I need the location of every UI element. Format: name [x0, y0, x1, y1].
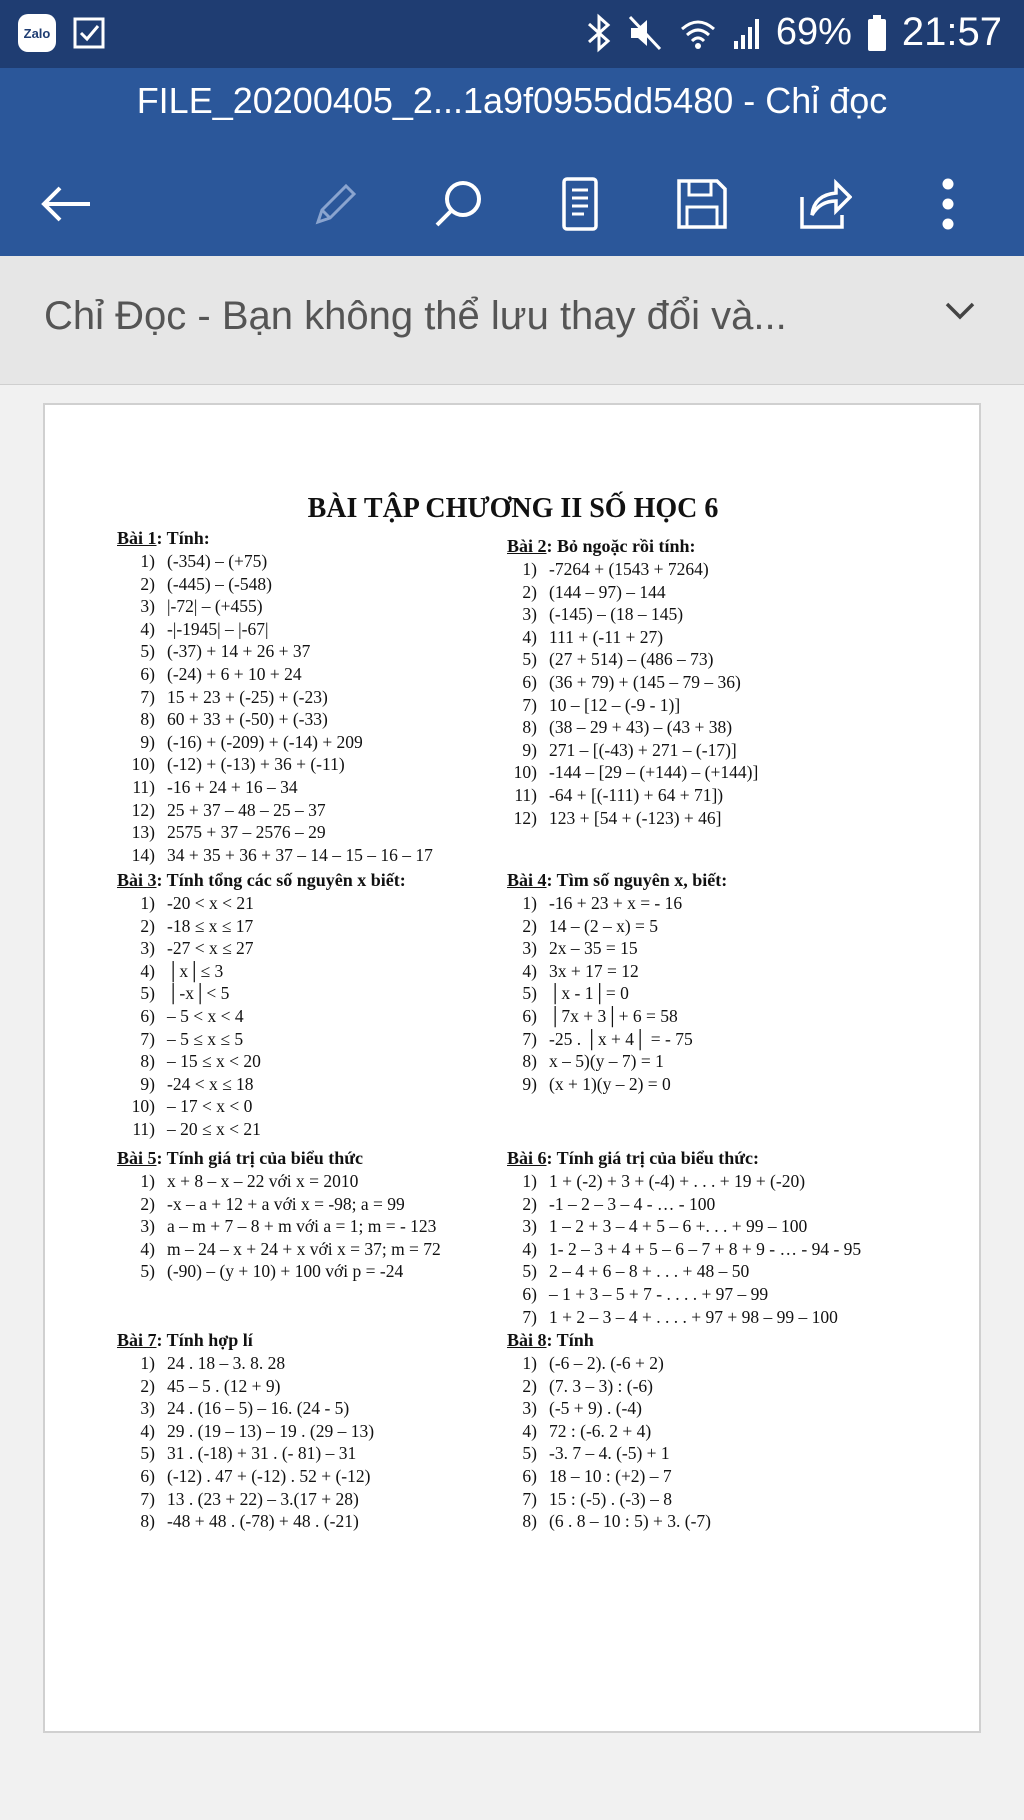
item-expression: – 15 ≤ x < 20 [167, 1051, 261, 1072]
item-expression: │x - 1│= 0 [549, 983, 629, 1004]
item-number: 7) [522, 1028, 537, 1049]
exercise-item [117, 1238, 441, 1261]
item-number: 3) [522, 1216, 537, 1237]
item-number: 11) [514, 784, 537, 805]
item-number: 1) [522, 1171, 537, 1191]
item-number: 6) [522, 1005, 537, 1026]
exercise-item [117, 1420, 374, 1443]
section-label: Bài 8 [507, 1330, 547, 1350]
exercise-item [507, 1397, 711, 1420]
item-number: 4) [140, 1420, 155, 1441]
exercise-item [507, 1510, 711, 1533]
item-expression: -25 . │x + 4│ = - 75 [549, 1028, 693, 1049]
item-number: 1) [522, 893, 537, 913]
section-bai4 [507, 869, 727, 1095]
item-number: 3) [522, 938, 537, 959]
section-heading-text: : Tính giá trị của biểu thức: [546, 1148, 759, 1168]
search-icon[interactable] [414, 160, 502, 248]
item-expression: -18 ≤ x ≤ 17 [167, 915, 254, 936]
section-heading-text: : Tính [546, 1330, 594, 1350]
item-number: 2) [522, 1193, 537, 1214]
section-title [507, 1147, 861, 1170]
item-number: 1) [140, 1171, 155, 1191]
exercise-item [507, 626, 758, 649]
section-title [507, 535, 758, 558]
item-expression: -16 + 24 + 16 – 34 [167, 776, 298, 797]
exercise-item [507, 648, 758, 671]
section-label: Bài 5 [117, 1148, 157, 1168]
item-number: 6) [140, 663, 155, 684]
section-label: Bài 1 [117, 528, 157, 548]
item-expression: (-354) – (+75) [167, 551, 268, 571]
item-number: 13) [131, 822, 155, 843]
item-expression: │x│≤ 3 [167, 960, 224, 981]
item-number: 11) [132, 776, 155, 797]
share-icon[interactable] [780, 160, 868, 248]
exercise-item [507, 982, 727, 1005]
item-expression: -144 – [29 – (+144) – (+144)] [549, 762, 759, 783]
exercise-item [117, 1352, 374, 1375]
section-heading-text: : Tìm số nguyên x, biết: [546, 870, 728, 890]
exercise-item [507, 1420, 711, 1443]
exercise-item [117, 1118, 406, 1141]
exercise-item [117, 821, 433, 844]
exercise-item [117, 1510, 374, 1533]
section-label: Bài 3 [117, 870, 157, 890]
item-number: 9) [140, 731, 155, 752]
item-expression: (-12) . 47 + (-12) . 52 + (-12) [167, 1465, 371, 1486]
item-expression: 29 . (19 – 13) – 19 . (29 – 13) [167, 1420, 375, 1441]
exercise-item [117, 1442, 374, 1465]
item-expression: 2 – 4 + 6 – 8 + . . . + 48 – 50 [549, 1261, 750, 1282]
item-number: 4) [140, 618, 155, 639]
section-heading-text: : Tính hợp lí [156, 1330, 253, 1350]
item-number: 4) [522, 960, 537, 981]
read-only-banner[interactable] [0, 256, 1024, 385]
item-number: 5) [140, 983, 155, 1004]
exercise-item [117, 573, 433, 596]
exercise-item [507, 558, 758, 581]
exercise-item [507, 1488, 711, 1511]
item-expression: (x + 1)(y – 2) = 0 [549, 1073, 671, 1094]
exercise-item [507, 1352, 711, 1375]
section-title [507, 1329, 711, 1352]
exercise-item [507, 1170, 861, 1193]
item-number: 10) [131, 1096, 155, 1117]
item-expression: – 17 < x < 0 [167, 1096, 253, 1117]
item-number: 6) [140, 1465, 155, 1486]
exercise-item [117, 1050, 406, 1073]
bluetooth-icon [586, 13, 612, 53]
item-number: 7) [522, 1488, 537, 1509]
item-expression: 24 . (16 – 5) – 16. (24 - 5) [167, 1398, 350, 1419]
clock: 21:57 [901, 10, 1002, 54]
item-expression: 1 – 2 + 3 – 4 + 5 – 6 +. . . + 99 – 100 [549, 1216, 808, 1237]
section-bai1 [117, 527, 433, 866]
item-expression: (27 + 514) – (486 – 73) [549, 649, 714, 670]
item-expression: 24 . 18 – 3. 8. 28 [167, 1353, 286, 1373]
item-number: 2) [522, 915, 537, 936]
item-number: 2) [140, 573, 155, 594]
exercise-item [117, 1488, 374, 1511]
item-expression: -7264 + (1543 + 7264) [549, 559, 709, 579]
item-number: 1) [522, 1353, 537, 1373]
section-heading-text: : Tính tổng các số nguyên x biết: [156, 870, 406, 890]
exercise-item [117, 937, 406, 960]
exercise-item [507, 892, 727, 915]
item-expression: |-72| – (+455) [167, 596, 263, 617]
exercise-item [507, 1375, 711, 1398]
item-expression: 45 – 5 . (12 + 9) [167, 1375, 281, 1396]
exercise-item [507, 1260, 861, 1283]
item-number: 12) [131, 799, 155, 820]
mute-icon [626, 13, 664, 53]
item-number: 9) [522, 1073, 537, 1094]
item-expression: (-145) – (18 – 145) [549, 604, 684, 625]
exercise-item [507, 1306, 861, 1329]
item-number: 5) [140, 1443, 155, 1464]
item-number: 8) [140, 1051, 155, 1072]
item-number: 1) [140, 1353, 155, 1373]
item-number: 9) [522, 739, 537, 760]
exercise-item [507, 739, 758, 762]
item-number: 5) [522, 1443, 537, 1464]
item-number: 8) [522, 1051, 537, 1072]
section-title [117, 1329, 374, 1352]
item-expression: -|-1945| – |-67| [167, 618, 269, 639]
item-expression: (-24) + 6 + 10 + 24 [167, 663, 302, 684]
item-number: 6) [522, 1283, 537, 1304]
item-expression: (6 . 8 – 10 : 5) + 3. (-7) [549, 1511, 711, 1532]
item-expression: 34 + 35 + 36 + 37 – 14 – 15 – 16 – 17 [167, 844, 433, 865]
section-label: Bài 4 [507, 870, 547, 890]
exercise-item [117, 1260, 441, 1283]
exercise-item [117, 595, 433, 618]
item-expression: (36 + 79) + (145 – 79 – 36) [549, 671, 741, 692]
section-heading-text: : Tính: [156, 528, 210, 548]
item-expression: (7. 3 – 3) : (-6) [549, 1375, 654, 1396]
item-number: 3) [522, 1398, 537, 1419]
exercise-item [507, 915, 727, 938]
section-title [117, 869, 406, 892]
wifi-icon [678, 13, 718, 53]
zalo-icon: Zalo [18, 14, 56, 52]
item-number: 4) [522, 1420, 537, 1441]
exercise-item [117, 753, 433, 776]
battery-icon [866, 13, 888, 53]
item-number: 1) [140, 551, 155, 571]
item-number: 3) [140, 596, 155, 617]
item-expression: 2575 + 37 – 2576 – 29 [167, 822, 326, 843]
exercise-item [507, 1442, 711, 1465]
item-number: 10) [513, 762, 537, 783]
item-expression: 15 + 23 + (-25) + (-23) [167, 686, 328, 707]
item-expression: (-16) + (-209) + (-14) + 209 [167, 731, 363, 752]
item-expression: 1 + (-2) + 3 + (-4) + . . . + 19 + (-20) [549, 1171, 806, 1191]
exercise-item [507, 807, 758, 830]
section-bai2 [507, 535, 758, 829]
item-number: 2) [522, 1375, 537, 1396]
item-expression: 13 . (23 + 22) – 3.(17 + 28) [167, 1488, 359, 1509]
item-number: 4) [140, 1238, 155, 1259]
item-expression: 2x – 35 = 15 [549, 938, 638, 959]
exercise-item [117, 663, 433, 686]
item-expression: -48 + 48 . (-78) + 48 . (-21) [167, 1511, 359, 1532]
item-number: 3) [522, 604, 537, 625]
item-number: 4) [522, 1238, 537, 1259]
banner-text: Chỉ Đọc - Bạn không thể lưu thay đổi và... [44, 294, 787, 338]
item-number: 8) [140, 709, 155, 730]
item-number: 4) [140, 960, 155, 981]
exercise-item [117, 618, 433, 641]
item-number: 12) [513, 807, 537, 828]
document-page [43, 403, 981, 1733]
exercise-item [507, 694, 758, 717]
item-expression: 1- 2 – 3 + 4 + 5 – 6 – 7 + 8 + 9 - … - 94 - 95 [549, 1238, 862, 1259]
exercise-item [507, 1050, 727, 1073]
item-number: 2) [140, 1375, 155, 1396]
section-label: Bài 2 [507, 536, 547, 556]
item-number: 8) [522, 717, 537, 738]
item-number: 3) [140, 938, 155, 959]
item-expression: (-6 – 2). (-6 + 2) [549, 1353, 664, 1373]
section-title [507, 869, 727, 892]
item-number: 5) [140, 1261, 155, 1282]
item-expression: -20 < x < 21 [167, 893, 254, 913]
item-expression: │7x + 3│+ 6 = 58 [549, 1005, 678, 1026]
more-icon[interactable] [904, 160, 992, 248]
item-expression: -3. 7 – 4. (-5) + 1 [549, 1443, 670, 1464]
item-number: 7) [140, 1488, 155, 1509]
mobile-view-icon[interactable] [536, 160, 624, 248]
item-expression: a – m + 7 – 8 + m với a = 1; m = - 123 [167, 1216, 437, 1237]
item-number: 10) [131, 754, 155, 775]
section-title [117, 527, 433, 550]
edit-pencil-icon[interactable] [292, 160, 380, 248]
exercise-item [507, 1465, 711, 1488]
exercise-item [507, 761, 758, 784]
exercise-item [117, 1215, 441, 1238]
item-expression: 14 – (2 – x) = 5 [549, 915, 659, 936]
item-number: 8) [522, 1511, 537, 1532]
section-bai7 [117, 1329, 374, 1533]
item-expression: (-90) – (y + 10) + 100 với p = -24 [167, 1261, 404, 1282]
exercise-item [507, 937, 727, 960]
exercise-item [117, 915, 406, 938]
exercise-item [117, 550, 433, 573]
item-number: 5) [522, 983, 537, 1004]
exercise-item [117, 776, 433, 799]
exercise-item [507, 716, 758, 739]
exercise-item [507, 671, 758, 694]
section-label: Bài 6 [507, 1148, 547, 1168]
item-expression: 1 + 2 – 3 – 4 + . . . . + 97 + 98 – 99 – 100 [549, 1306, 838, 1327]
section-heading-text: : Tính giá trị của biểu thức [156, 1148, 364, 1168]
exercise-item [507, 1005, 727, 1028]
item-expression: 15 : (-5) . (-3) – 8 [549, 1488, 672, 1509]
section-bai6 [507, 1147, 861, 1328]
item-expression: (-445) – (-548) [167, 573, 272, 594]
item-expression: x – 5)(y – 7) = 1 [549, 1051, 664, 1072]
app-bar [0, 68, 1024, 256]
item-number: 2) [522, 581, 537, 602]
item-expression: 60 + 33 + (-50) + (-33) [167, 709, 328, 730]
exercise-item [117, 892, 406, 915]
item-expression: (144 – 97) – 144 [549, 581, 666, 602]
exercise-item [507, 784, 758, 807]
item-number: 5) [522, 649, 537, 670]
item-number: 9) [140, 1073, 155, 1094]
back-arrow-icon[interactable] [22, 160, 110, 248]
item-number: 3) [140, 1216, 155, 1237]
item-number: 5) [140, 641, 155, 662]
item-expression: m – 24 – x + 24 + x với x = 37; m = 72 [167, 1238, 441, 1259]
section-bai8 [507, 1329, 711, 1533]
page-title: BÀI TẬP CHƯƠNG II SỐ HỌC 6 [307, 493, 719, 524]
item-number: 6) [522, 671, 537, 692]
item-expression: -x – a + 12 + a với x = -98; a = 99 [167, 1193, 405, 1214]
exercise-item [117, 1193, 441, 1216]
item-expression: – 5 ≤ x ≤ 5 [167, 1028, 244, 1049]
exercise-item [507, 1193, 861, 1216]
item-expression: (-12) + (-13) + 36 + (-11) [167, 754, 345, 775]
item-expression: │-x│< 5 [167, 983, 230, 1004]
exercise-item [117, 1397, 374, 1420]
exercise-item [117, 708, 433, 731]
exercise-item [117, 1170, 441, 1193]
checkbox-icon [72, 16, 106, 50]
exercise-item [117, 960, 406, 983]
item-number: 6) [140, 1005, 155, 1026]
item-expression: -27 < x ≤ 27 [167, 938, 254, 959]
save-icon[interactable] [658, 160, 746, 248]
section-bai3 [117, 869, 406, 1141]
item-number: 6) [522, 1465, 537, 1486]
item-expression: 25 + 37 – 48 – 25 – 37 [167, 799, 326, 820]
item-expression: 271 – [(-43) + 271 – (-17)] [549, 739, 737, 760]
item-number: 1) [522, 559, 537, 579]
signal-icon [732, 13, 762, 53]
item-number: 7) [140, 1028, 155, 1049]
exercise-item [117, 1465, 374, 1488]
exercise-item [117, 1073, 406, 1096]
exercise-item [117, 686, 433, 709]
item-expression: (-37) + 14 + 26 + 37 [167, 641, 311, 662]
exercise-item [507, 603, 758, 626]
item-number: 2) [140, 915, 155, 936]
battery-percent: 69% [775, 11, 852, 53]
exercise-item [507, 1028, 727, 1051]
item-expression: -1 – 2 – 3 – 4 - … - 100 [549, 1193, 716, 1214]
item-number: 7) [522, 1306, 537, 1327]
exercise-item [117, 1375, 374, 1398]
exercise-item [507, 960, 727, 983]
item-number: 2) [140, 1193, 155, 1214]
item-expression: -64 + [(-111) + 64 + 71]) [549, 784, 724, 805]
exercise-item [507, 1238, 861, 1261]
item-expression: (-5 + 9) . (-4) [549, 1398, 642, 1419]
item-number: 7) [140, 686, 155, 707]
document-title: FILE_20200405_2...1a9f0955dd5480 - Chỉ đọc [136, 80, 888, 121]
exercise-item [117, 844, 433, 867]
item-expression: -24 < x ≤ 18 [167, 1073, 254, 1094]
exercise-item [507, 1073, 727, 1096]
section-heading-text: : Bỏ ngoặc rồi tính: [546, 536, 696, 556]
item-expression: 123 + [54 + (-123) + 46] [549, 807, 722, 828]
exercise-item [117, 1005, 406, 1028]
item-number: 3) [140, 1398, 155, 1419]
item-expression: 18 – 10 : (+2) – 7 [549, 1465, 672, 1486]
item-expression: 31 . (-18) + 31 . (- 81) – 31 [167, 1443, 357, 1464]
item-expression: (38 – 29 + 43) – (43 + 38) [549, 717, 733, 738]
item-expression: – 1 + 3 – 5 + 7 - . . . . + 97 – 99 [549, 1283, 769, 1304]
chevron-down-icon[interactable] [944, 300, 976, 322]
exercise-item [117, 982, 406, 1005]
toolbar [0, 160, 1024, 248]
exercise-item [507, 581, 758, 604]
exercise-item [117, 731, 433, 754]
section-label: Bài 7 [117, 1330, 157, 1350]
item-number: 1) [140, 893, 155, 913]
exercise-item [117, 640, 433, 663]
item-expression: 10 – [12 – (-9 - 1)] [549, 694, 681, 715]
item-expression: 3x + 17 = 12 [549, 960, 639, 981]
item-number: 11) [132, 1118, 155, 1139]
item-number: 4) [522, 626, 537, 647]
item-expression: x + 8 – x – 22 với x = 2010 [167, 1171, 359, 1191]
exercise-item [117, 1095, 406, 1118]
item-expression: – 20 ≤ x < 21 [167, 1118, 261, 1139]
item-number: 5) [522, 1261, 537, 1282]
item-expression: -16 + 23 + x = - 16 [549, 893, 683, 913]
exercise-item [507, 1283, 861, 1306]
section-bai5 [117, 1147, 441, 1283]
exercise-item [507, 1215, 861, 1238]
item-expression: 111 + (-11 + 27) [549, 626, 664, 647]
item-expression: – 5 < x < 4 [167, 1005, 244, 1026]
exercise-item [117, 799, 433, 822]
item-number: 7) [522, 694, 537, 715]
item-expression: 72 : (-6. 2 + 4) [549, 1420, 652, 1441]
item-number: 8) [140, 1511, 155, 1532]
exercise-item [117, 1028, 406, 1051]
section-title [117, 1147, 441, 1170]
status-bar [0, 0, 1024, 68]
item-number: 14) [131, 844, 155, 865]
